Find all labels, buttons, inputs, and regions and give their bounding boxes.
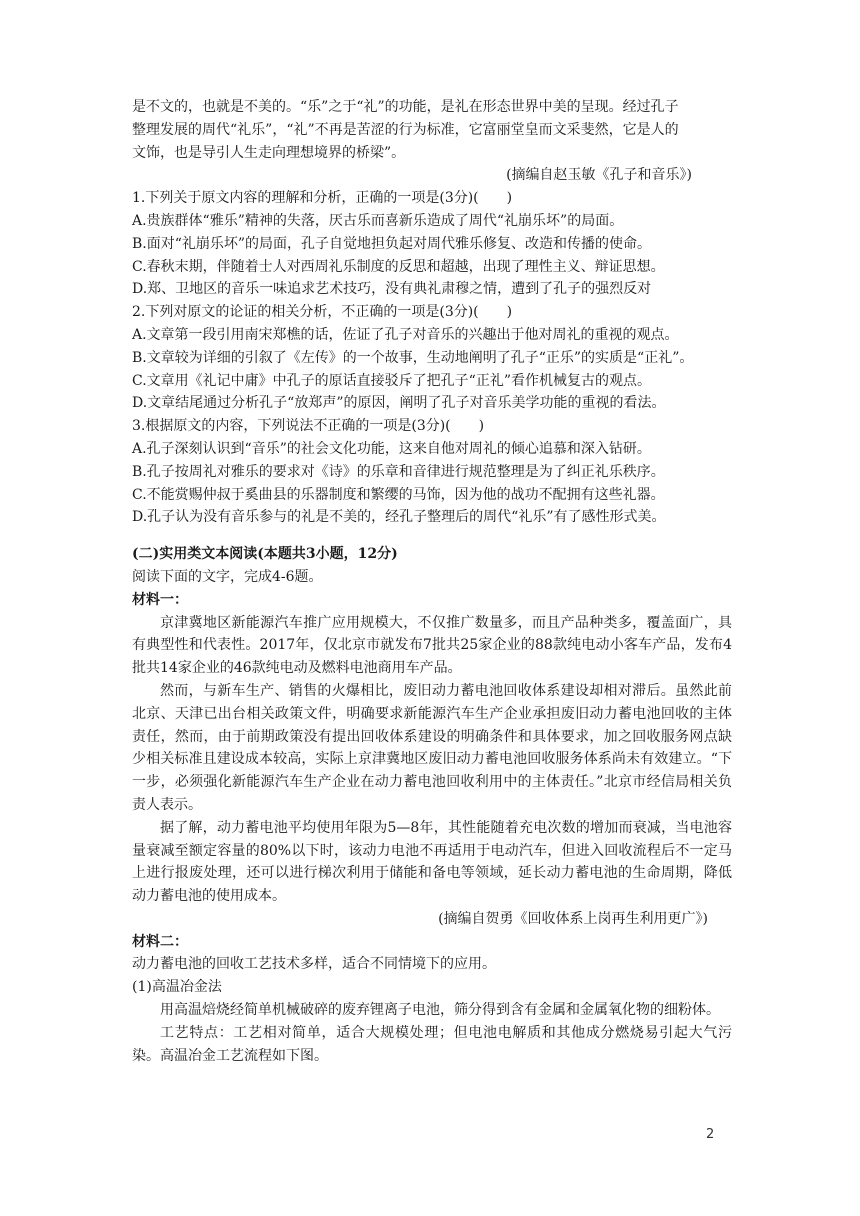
question-stem: 2.下列对原文的论证的相关分析，不正确的一项是(3分)( ) xyxy=(132,304,513,321)
question-stem: 3.根据原文的内容，下列说法不正确的一项是(3分)( ) xyxy=(132,418,485,435)
question-2 xyxy=(132,301,732,415)
method-paragraph: 用高温焙烧经简单机械破碎的废弃锂离子电池，筛分得到含有金属和金属氧化物的细粉体。 xyxy=(160,1002,720,1019)
question-option: A.孔子深刻认识到“音乐”的社会文化功能，这来自他对周礼的倾心追慕和深入钻研。 xyxy=(132,440,651,457)
method-paragraph: 工艺特点：工艺相对简单，适合大规模处理；但电池电解质和其他成分燃烧易引起大气污染。高温冶金工艺流程如下图。 xyxy=(132,1024,732,1064)
material-1-paragraph: 据了解，动力蓄电池平均使用年限为5—8年，其性能随着充电次数的增加而衰减，当电池容量衰减至额定容量的80%以下时，该动力电池不再适用于电动汽车，但进入回收流程后不一定马上进行报废处理，还可以进行梯次利用于储能和备电等领域，延长动力蓄电池的生命周期，降低动力蓄电池的使用成本。 xyxy=(132,819,732,905)
question-option: A.贵族群体“雅乐”精神的失落，厌古乐而喜新乐造成了周代“礼崩乐坏”的局面。 xyxy=(132,212,624,229)
material-2-intro: 动力蓄电池的回收工艺技术多样，适合不同情境下的应用。 xyxy=(132,956,496,973)
question-option: B.孔子按周礼对雅乐的要求对《诗》的乐章和音律进行规范整理是为了纠正礼乐秩序。 xyxy=(132,463,665,480)
section-heading: (二)实用类文本阅读(本题共3小题，12分) xyxy=(132,546,398,563)
intro-line: 整理发展的周代“礼乐”，“礼”不再是苦涩的行为标准，它富丽堂皇而文采斐然，它是人的 xyxy=(132,121,679,138)
material-1-paragraph: 然而，与新车生产、销售的火爆相比，废旧动力蓄电池回收体系建设却相对滞后。虽然此前北京、天津已出台相关政策文件，明确要求新能源汽车生产企业承担废旧动力蓄电池回收的主体责任，然而，由于前期政策没有提出回收体系建设的明确条件和具体要求，加之回收服务网点缺少相关标准且建设成本较高，实际上京津冀地区废旧动力蓄电池回收服务体系尚未有效建立。“下一步，必须强化新能源汽车生产企业在动力蓄电池回收利用中的主体责任。”北京市经信局相关负责人表示。 xyxy=(132,682,732,813)
material-1-paragraph: 京津冀地区新能源汽车推广应用规模大，不仅推广数量多，而且产品种类多，覆盖面广，具有典型性和代表性。2017年，仅北京市就发布7批共25家企业的88款纯电动小客车产品，发布4批共14家企业的46款纯电动及燃料电池商用车产品。 xyxy=(132,614,732,677)
question-option: B.面对“礼崩乐坏”的局面，孔子自觉地担负起对周代雅乐修复、改造和传播的使命。 xyxy=(132,235,652,252)
question-stem: 1.下列关于原文内容的理解和分析，正确的一项是(3分)( ) xyxy=(132,190,513,207)
source-citation: (摘编自贺勇《回收体系上岗再生利用更广》) xyxy=(438,910,708,927)
question-3 xyxy=(132,415,732,529)
method-title: (1)高温冶金法 xyxy=(132,979,222,996)
source-citation: (摘编自赵玉敏《孔子和音乐》) xyxy=(506,167,692,184)
section-instruction: 阅读下面的文字，完成4-6题。 xyxy=(132,568,323,585)
material-2-label: 材料二： xyxy=(132,933,188,950)
question-option: D.文章结尾通过分析孔子“放郑声”的原因，阐明了孔子对音乐美学功能的重视的看法。 xyxy=(132,395,666,412)
page-number: 2 xyxy=(706,1127,715,1142)
question-option: A.文章第一段引用南宋郑樵的话，佐证了孔子对音乐的兴趣出于他对周礼的重视的观点。 xyxy=(132,326,679,343)
intro-line: 是不文的，也就是不美的。“乐”之于“礼”的功能，是礼在形态世界中美的呈现。经过孔子 xyxy=(132,99,679,115)
question-option: C.不能赏赐仲叔于奚曲县的乐器制度和繁缨的马饰，因为他的战功不配拥有这些礼器。 xyxy=(132,486,665,503)
intro-line: 文饰，也是导引人生走向理想境界的桥梁”。 xyxy=(132,144,406,161)
document-page xyxy=(132,96,732,1067)
question-option: D.郑、卫地区的音乐一味追求艺术技巧，没有典礼肃穆之情，遭到了孔子的强烈反对 xyxy=(132,281,652,298)
question-option: D.孔子认为没有音乐参与的礼是不美的，经孔子整理后的周代“礼乐”有了感性形式美。 xyxy=(132,509,666,526)
question-option: B.文章较为详细的引叙了《左传》的一个故事，生动地阐明了孔子“正乐”的实质是“正礼”。 xyxy=(132,349,694,366)
question-option: C.春秋末期，伴随着士人对西周礼乐制度的反思和超越，出现了理性主义、辩证思想。 xyxy=(132,258,665,275)
question-1 xyxy=(132,187,732,301)
question-option: C.文章用《礼记中庸》中孔子的原话直接驳斥了把孔子“正礼”看作机械复古的观点。 xyxy=(132,372,651,389)
material-1-label: 材料一： xyxy=(132,591,188,608)
